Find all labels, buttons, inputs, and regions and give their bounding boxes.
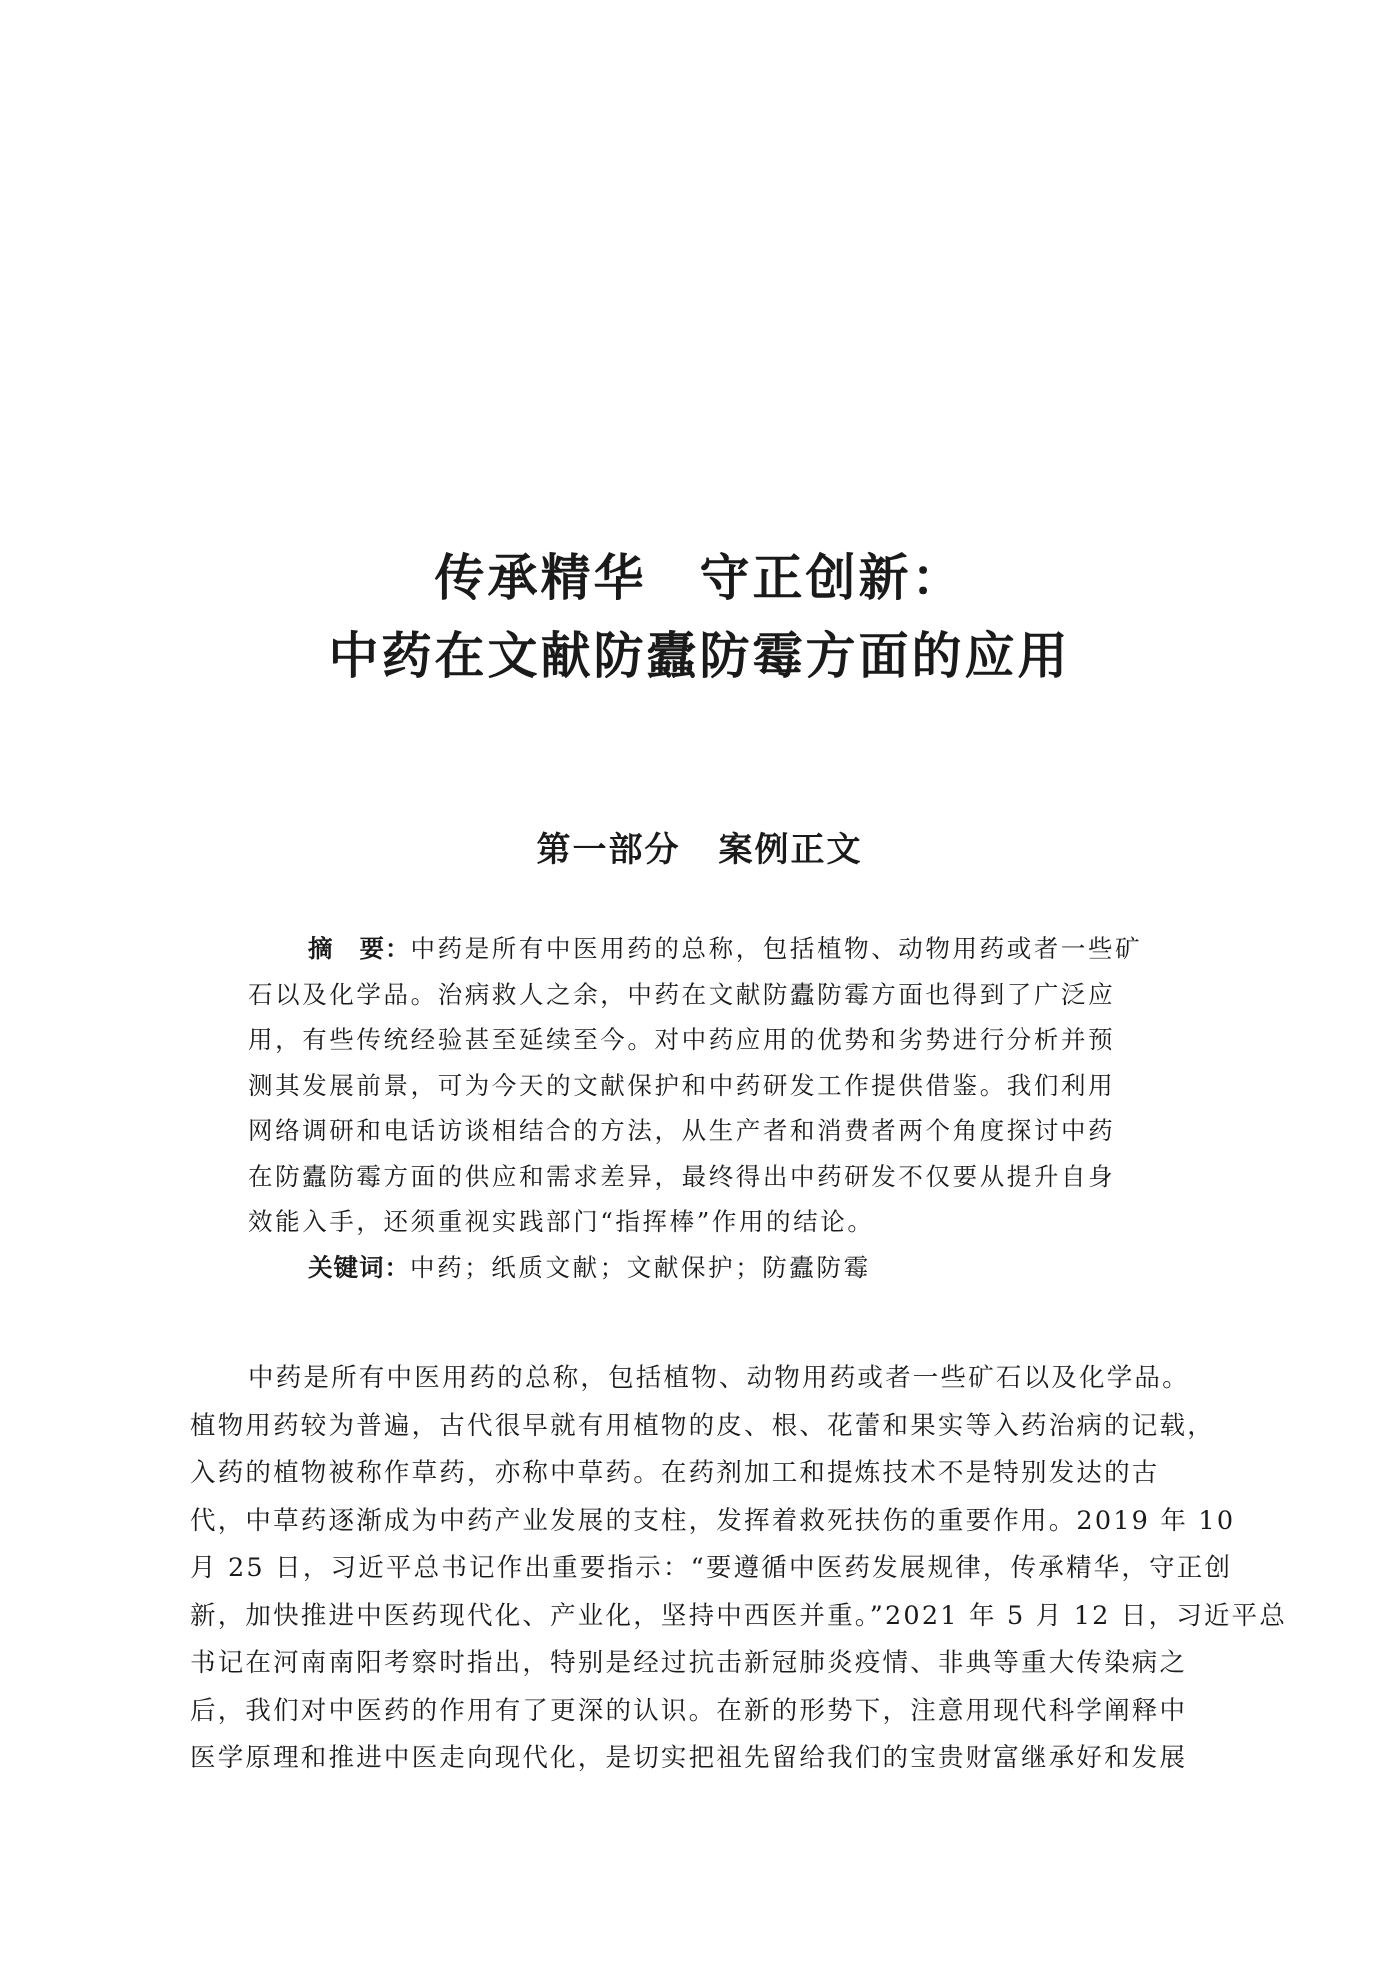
abstract-label [308,934,411,963]
keywords-line [248,1245,1173,1291]
abstract-line [248,926,1173,972]
body-line: 后，我们对中医药的作用有了更深的认识。在新的形势下，注意用现代科学阐释中 [190,1695,1188,1726]
body-line: 医学原理和推进中医走向现代化，是切实把祖先留给我们的宝贵财富继承好和发展 [190,1743,1188,1773]
body-line: 书记在河南南阳考察时指出，特别是经过抗击新冠肺炎疫情、非典等重大传染病之 [190,1648,1188,1678]
section-heading [0,830,1399,870]
abstract-label-right: 要： [359,934,411,963]
body-line: 植物用药较为普遍，古代很早就有用植物的皮、根、花蕾和果实等入药治病的记载， [190,1410,1215,1441]
abstract-line: 网络调研和电话访谈相结合的方法，从生产者和消费者两个角度探讨中药 [248,1116,1116,1145]
abstract-line: 测其发展前景，可为今天的文献保护和中药研发工作提供借鉴。我们利用 [248,1070,1116,1100]
body-line: 月 25 日，习近平总书记作出重要指示：“要遵循中医药发展规律，传承精华，守正创 [190,1553,1233,1583]
body-line: 中药是所有中医用药的总称，包括植物、动物用药或者一些矿石以及化学品。 [248,1363,1190,1393]
abstract-text: 中药是所有中医用药的总称，包括植物、动物用药或者一些矿 [410,934,1143,963]
body-line: 新，加快推进中医药现代化、产业化，坚持中西医并重。”2021 年 5 月 12 日，习近平总 [190,1600,1288,1631]
abstract-block [248,926,1173,1290]
body-paragraph [190,1355,1288,1783]
keywords-text: 中药；纸质文献；文献保护；防蠹防霉 [410,1252,871,1282]
abstract-label-left: 摘 [308,934,334,963]
section-heading-name: 案例正文 [718,830,863,870]
title-line-1: 传承精华 守正创新： [434,548,965,607]
body-line: 代，中草药逐渐成为中药产业发展的支柱，发挥着救死扶伤的重要作用。2019 年 10 [190,1505,1236,1536]
keywords-label: 关键词： [308,1252,410,1282]
abstract-line: 石以及化学品。治病救人之余，中药在文献防蠹防霉方面也得到了广泛应 [248,979,1116,1009]
abstract-line: 用，有些传统经验甚至延续至今。对中药应用的优势和劣势进行分析并预 [248,1025,1116,1054]
abstract-line: 效能入手，还须重视实践部门“指挥棒”作用的结论。 [248,1207,875,1236]
section-heading-part: 第一部分 [536,830,681,870]
title-line-2: 中药在文献防蠹防霉方面的应用 [328,626,1071,685]
body-line: 入药的植物被称作草药，亦称中草药。在药剂加工和提炼技术不是特别发达的古 [190,1458,1160,1488]
abstract-line: 在防蠹防霉方面的供应和需求差异，最终得出中药研发不仅要从提升自身 [248,1161,1116,1191]
